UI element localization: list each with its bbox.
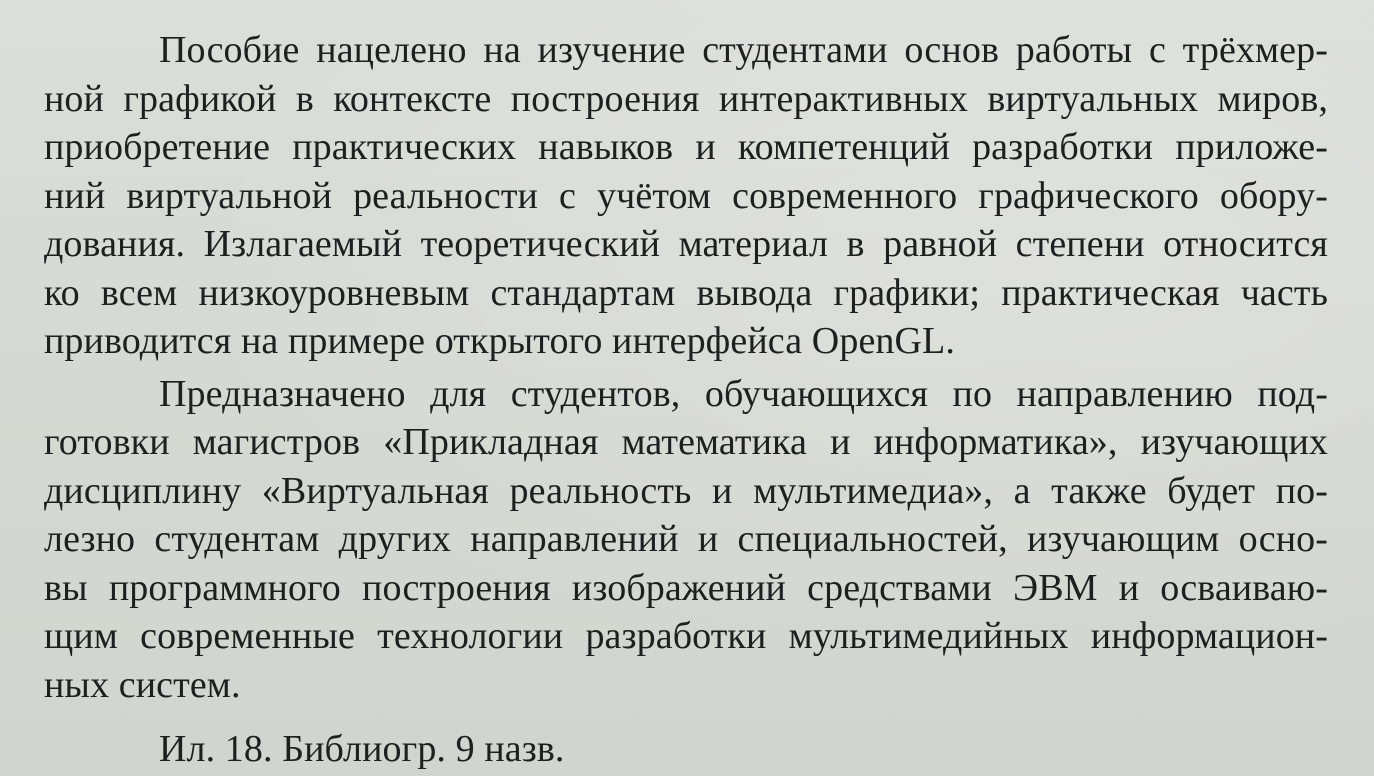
text-line: ко всем низкоуровневым стандартам вывода графики; практическая часть — [44, 271, 1328, 314]
text-line: ний виртуальной реальности с учётом современного графического обору- — [44, 174, 1328, 217]
text-line: ной графикой в контексте построения интерактивных виртуальных миров, — [44, 77, 1328, 120]
text-line: ных систем. — [44, 663, 241, 706]
text-line: Предназначено для студентов, обучающихся по направлению под- — [159, 372, 1328, 415]
text-line: приобретение практических навыков и компетенций разработки приложе- — [44, 126, 1328, 168]
bibliography-note: Ил. 18. Библиогр. 9 назв. — [159, 728, 565, 770]
text-line: дисциплину «Виртуальная реальность и мультимедиа», а также будет по- — [44, 469, 1328, 512]
text-line: вы программного построения изображений средствами ЭВМ и осваиваю- — [44, 566, 1328, 609]
text-line: лезно студентам других направлений и специальностей, изучающим осно- — [44, 518, 1328, 560]
annotation-text — [44, 26, 1328, 774]
text-line: дования. Излагаемый теоретический материал в равной степени относится — [44, 223, 1328, 265]
text-line: щим современные технологии разработки мультимедийных информацион- — [44, 615, 1328, 657]
text-line: приводится на примере открытого интерфейса OpenGL. — [44, 320, 955, 362]
text-line: готовки магистров «Прикладная математика и информатика», изучающих — [44, 421, 1328, 463]
paragraph-purpose — [44, 26, 1328, 366]
paragraph-audience — [44, 370, 1328, 710]
text-line: Пособие нацелено на изучение студентами основ работы с трёхмер- — [159, 29, 1328, 71]
